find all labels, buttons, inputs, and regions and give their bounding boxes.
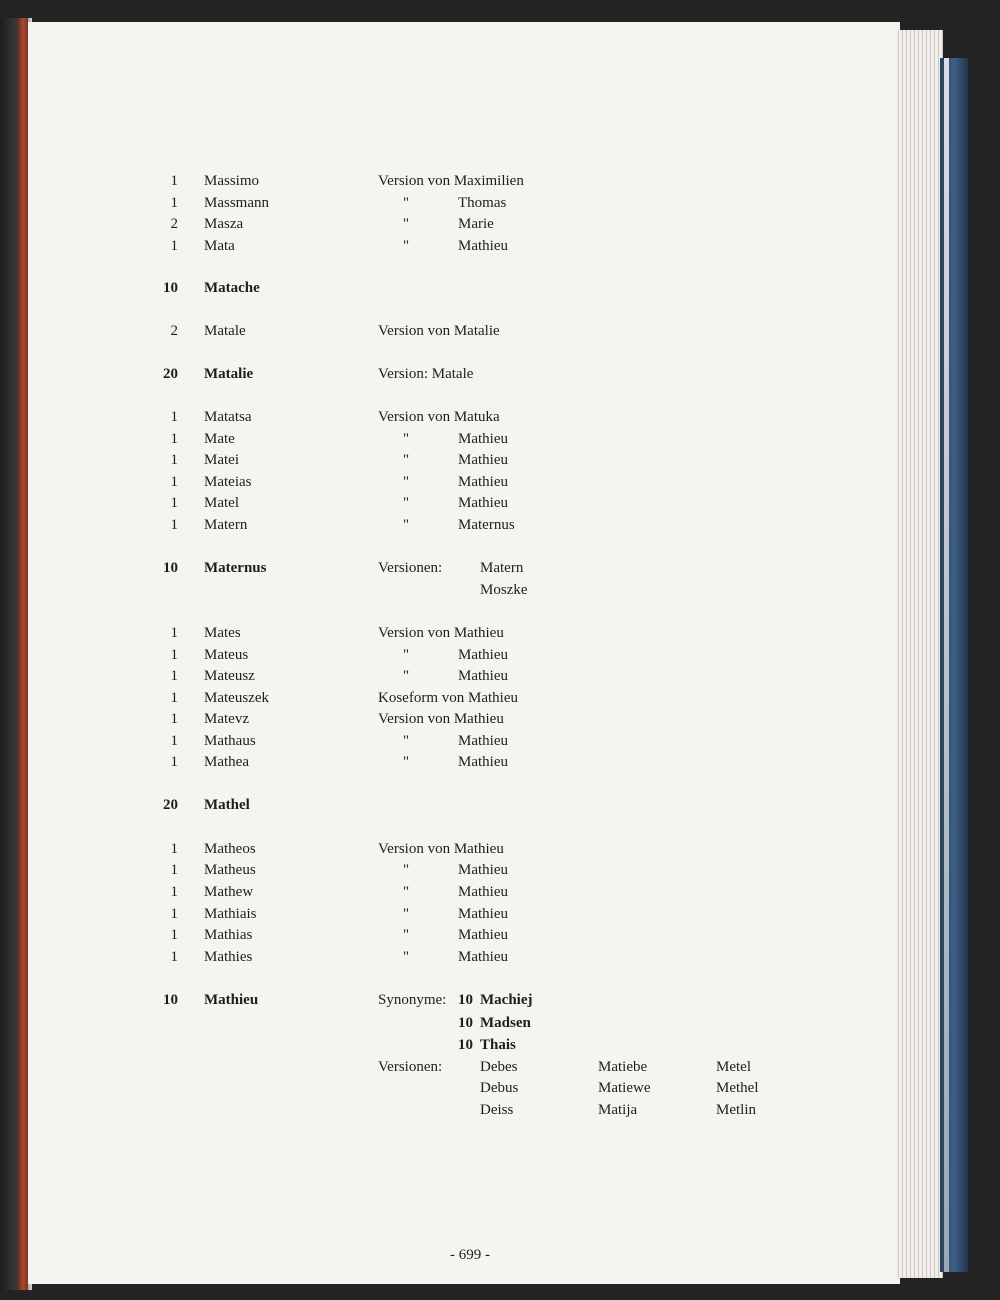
entry-count: 1 <box>170 949 178 965</box>
ditto-mark: " <box>403 431 410 447</box>
entry-mathea <box>0 751 900 773</box>
entry-count: 20 <box>163 797 178 813</box>
entry-matale <box>0 320 900 342</box>
ditto-mark: " <box>403 862 410 878</box>
entry-relation: Version: Matale <box>378 366 474 382</box>
entry-count: 1 <box>170 173 178 189</box>
entry-count: 2 <box>170 323 178 339</box>
entry-name: Mathias <box>204 927 253 943</box>
entry-target: Mathieu <box>458 906 508 922</box>
entry-count: 2 <box>170 216 178 232</box>
entry-matheus <box>0 859 900 881</box>
entry-target: Mathieu <box>458 431 508 447</box>
synonym-name: Machiej <box>480 992 533 1008</box>
entry-mathies <box>0 946 900 968</box>
entry-count: 1 <box>170 668 178 684</box>
synonym-count: 10 <box>458 992 473 1008</box>
ditto-mark: " <box>403 733 410 749</box>
versions-row <box>0 1077 900 1099</box>
entry-name: Matheus <box>204 862 256 878</box>
entry-count: 1 <box>170 690 178 706</box>
entry-relation: Version von Maximilien <box>378 173 524 189</box>
entry-name: Matalie <box>204 366 254 382</box>
entry-name: Mata <box>204 238 235 254</box>
synonym-name: Madsen <box>480 1015 531 1031</box>
entry-massimo <box>0 170 900 192</box>
entry-mathaus <box>0 730 900 752</box>
ditto-mark: " <box>403 949 410 965</box>
version-item: Methel <box>716 1080 759 1096</box>
version-item: Matiewe <box>598 1080 651 1096</box>
entry-name: Matel <box>204 495 239 511</box>
entry-name: Mateusz <box>204 668 255 684</box>
entry-name: Maternus <box>204 560 267 576</box>
version-item: Metlin <box>716 1102 756 1118</box>
ditto-mark: " <box>403 906 410 922</box>
entry-count: 20 <box>163 366 178 382</box>
entry-count: 10 <box>163 560 178 576</box>
entry-mateusz <box>0 665 900 687</box>
entry-mathias <box>0 924 900 946</box>
entry-count: 10 <box>163 280 178 296</box>
versions-row <box>0 1056 900 1078</box>
entry-relation: Versionen: <box>378 560 443 576</box>
version-item: Matiebe <box>598 1059 648 1075</box>
entry-name: Matei <box>204 452 239 468</box>
synonym-row <box>0 1012 900 1034</box>
entry-matheos <box>0 838 900 860</box>
ditto-mark: " <box>403 884 410 900</box>
entry-maternus <box>0 557 900 579</box>
entry-name: Matatsa <box>204 409 252 425</box>
version-item: Matern <box>480 560 524 576</box>
entry-count: 1 <box>170 195 178 211</box>
entry-name: Mathea <box>204 754 249 770</box>
entry-count: 1 <box>170 754 178 770</box>
entry-target: Mathieu <box>458 474 508 490</box>
versions-label: Versionen: <box>378 1059 443 1075</box>
entry-mateuszek <box>0 687 900 709</box>
entry-matatsa <box>0 406 900 428</box>
version-item: Metel <box>716 1059 751 1075</box>
entry-massmann <box>0 192 900 214</box>
synonyms-label: Synonyme: <box>378 992 447 1008</box>
version-item: Matija <box>598 1102 638 1118</box>
entry-name: Masza <box>204 216 244 232</box>
entry-target: Mathieu <box>458 238 508 254</box>
entry-relation: Version von Mathieu <box>378 841 504 857</box>
entry-name: Mateias <box>204 474 252 490</box>
entry-count: 1 <box>170 474 178 490</box>
entry-name: Mateus <box>204 647 249 663</box>
entry-name: Mathiais <box>204 906 257 922</box>
ditto-mark: " <box>403 927 410 943</box>
entry-count: 10 <box>163 992 178 1008</box>
entry-count: 1 <box>170 452 178 468</box>
entry-count: 1 <box>170 517 178 533</box>
entry-target: Maternus <box>458 517 515 533</box>
entry-target: Marie <box>458 216 494 232</box>
ditto-mark: " <box>403 495 410 511</box>
versions-row <box>0 1099 900 1121</box>
entry-count: 1 <box>170 238 178 254</box>
synonym-count: 10 <box>458 1015 473 1031</box>
entry-count: 1 <box>170 647 178 663</box>
synonym-count: 10 <box>458 1037 473 1053</box>
entry-name: Mathaus <box>204 733 256 749</box>
ditto-mark: " <box>403 216 410 232</box>
entry-count: 1 <box>170 862 178 878</box>
entry-relation: Version von Matuka <box>378 409 500 425</box>
entry-mathew <box>0 881 900 903</box>
entry-count: 1 <box>170 431 178 447</box>
ditto-mark: " <box>403 754 410 770</box>
entry-relation: Version von Matalie <box>378 323 500 339</box>
entry-relation: Version von Mathieu <box>378 711 504 727</box>
entry-count: 1 <box>170 906 178 922</box>
version-item: Deiss <box>480 1102 514 1118</box>
entry-target: Mathieu <box>458 668 508 684</box>
entry-name: Massmann <box>204 195 269 211</box>
entry-target: Mathieu <box>458 884 508 900</box>
entry-count: 1 <box>170 495 178 511</box>
entry-relation: Koseform von Mathieu <box>378 690 518 706</box>
entry-target: Mathieu <box>458 647 508 663</box>
entry-name: Mathel <box>204 797 250 813</box>
ditto-mark: " <box>403 238 410 254</box>
entry-name: Mateuszek <box>204 690 269 706</box>
entry-count: 1 <box>170 711 178 727</box>
version-item: Debes <box>480 1059 518 1075</box>
entry-name: Mate <box>204 431 235 447</box>
ditto-mark: " <box>403 195 410 211</box>
entry-mates <box>0 622 900 644</box>
entry-mata <box>0 235 900 257</box>
page-number: - 699 - <box>450 1247 490 1263</box>
synonym-row <box>0 1034 900 1056</box>
entry-mateias <box>0 471 900 493</box>
version-item: Moszke <box>480 582 528 598</box>
entry-mate <box>0 428 900 450</box>
entry-target: Mathieu <box>458 733 508 749</box>
synonym-name: Thais <box>480 1037 516 1053</box>
ditto-mark: " <box>403 517 410 533</box>
ditto-mark: " <box>403 452 410 468</box>
entry-mathieu <box>0 989 900 1011</box>
version-item: Debus <box>480 1080 519 1096</box>
ditto-mark: " <box>403 474 410 490</box>
entry-count: 1 <box>170 733 178 749</box>
entry-name: Matache <box>204 280 260 296</box>
entry-name: Mates <box>204 625 241 641</box>
ditto-mark: " <box>403 668 410 684</box>
entry-name: Matheos <box>204 841 256 857</box>
entry-matern <box>0 514 900 536</box>
entry-target: Mathieu <box>458 754 508 770</box>
entry-relation: Version von Mathieu <box>378 625 504 641</box>
entry-maternus-cont <box>0 579 900 601</box>
entry-target: Mathieu <box>458 495 508 511</box>
entry-mathiais <box>0 903 900 925</box>
entry-count: 1 <box>170 927 178 943</box>
entry-name: Mathieu <box>204 992 259 1008</box>
entry-mathel <box>0 794 900 816</box>
entry-target: Mathieu <box>458 927 508 943</box>
entry-matel <box>0 492 900 514</box>
entry-name: Matevz <box>204 711 249 727</box>
ditto-mark: " <box>403 647 410 663</box>
entry-target: Thomas <box>458 195 507 211</box>
entry-target: Mathieu <box>458 949 508 965</box>
entry-count: 1 <box>170 884 178 900</box>
entry-matache <box>0 277 900 299</box>
entry-target: Mathieu <box>458 862 508 878</box>
entry-name: Massimo <box>204 173 260 189</box>
entry-count: 1 <box>170 841 178 857</box>
entry-count: 1 <box>170 625 178 641</box>
entry-name: Matale <box>204 323 246 339</box>
entry-count: 1 <box>170 409 178 425</box>
entry-name: Matern <box>204 517 248 533</box>
entry-mateus <box>0 644 900 666</box>
entry-target: Mathieu <box>458 452 508 468</box>
entry-name: Mathew <box>204 884 254 900</box>
entry-masza <box>0 213 900 235</box>
entry-matevz <box>0 708 900 730</box>
entry-matalie <box>0 363 900 385</box>
entry-matei <box>0 449 900 471</box>
entry-name: Mathies <box>204 949 253 965</box>
